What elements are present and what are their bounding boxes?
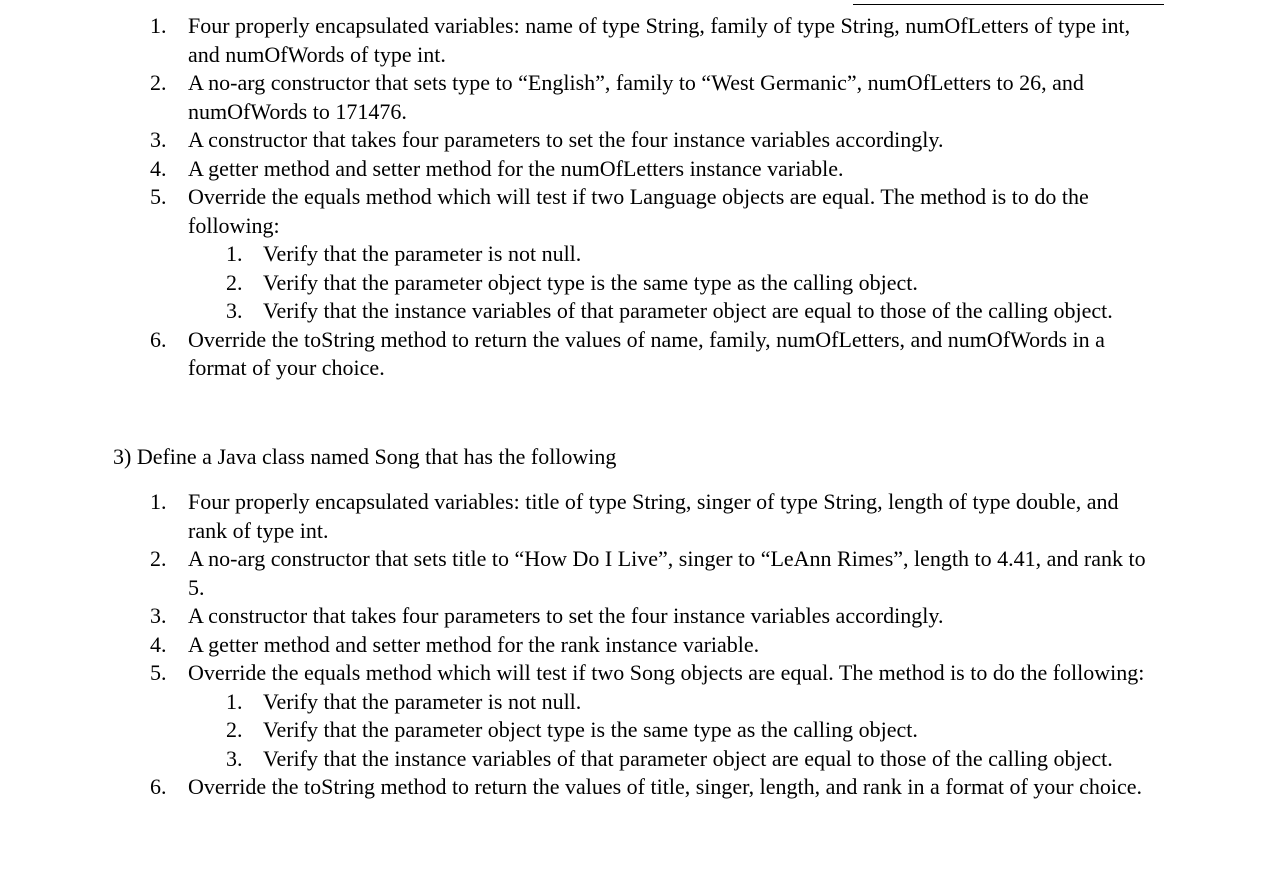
item-number: 1. — [150, 13, 167, 38]
sub-list-item — [188, 240, 1163, 269]
list-item — [0, 631, 1163, 660]
list-item — [0, 326, 1163, 383]
item-text: Override the toString method to return the values of title, singer, length, and rank in a format of your choice. — [188, 774, 1143, 799]
list-item — [0, 545, 1163, 602]
item-number: 3. — [150, 127, 167, 152]
list-item — [0, 659, 1163, 773]
list-item — [0, 126, 1163, 155]
item-text: Four properly encapsulated variables: title of type String, singer of type String, length of type double, and rank of type int. — [188, 489, 1119, 543]
item-number: 5. — [150, 660, 167, 685]
sub-item-text: Verify that the parameter is not null. — [263, 241, 582, 266]
list-item — [0, 602, 1163, 631]
sub-item-text: Verify that the instance variables of that parameter object are equal to those of the calling object. — [263, 745, 1113, 771]
sub-list-item — [188, 688, 1163, 717]
sub-item-text: Verify that the parameter object type is the same type as the calling object. — [263, 717, 918, 742]
item-text: Override the equals method which will test if two Language objects are equal. The method is to do the following: — [188, 184, 1089, 238]
list-item — [0, 155, 1163, 184]
sub-list-item — [188, 745, 1163, 774]
item-number: 2. — [150, 70, 167, 95]
sub-item-text: Verify that the parameter object type is the same type as the calling object. — [263, 269, 918, 295]
item-number: 3. — [150, 603, 167, 628]
equals-steps-list — [188, 240, 1163, 326]
sub-item-number: 3. — [226, 298, 243, 323]
item-text: A getter method and setter method for the numOfLetters instance variable. — [188, 155, 844, 181]
sub-item-number: 3. — [226, 745, 243, 771]
item-number: 6. — [150, 326, 167, 352]
sub-item-number: 1. — [226, 241, 243, 266]
item-text: A getter method and setter method for the rank instance variable. — [188, 631, 760, 657]
item-number: 2. — [150, 546, 167, 571]
sub-list-item — [188, 716, 1163, 745]
item-number: 4. — [150, 631, 167, 657]
item-text: A constructor that takes four parameters to set the four instance variables accordingly. — [188, 603, 944, 628]
item-text: A constructor that takes four parameters to set the four instance variables accordingly. — [188, 127, 944, 152]
item-number: 1. — [150, 489, 167, 514]
sub-item-number: 2. — [226, 269, 243, 295]
list-item — [0, 12, 1163, 69]
section-heading: 3) Define a Java class named Song that has the following — [113, 444, 617, 469]
sub-item-text: Verify that the parameter is not null. — [263, 688, 582, 714]
language-requirements-list — [0, 12, 1275, 383]
sub-list-item — [188, 269, 1163, 298]
sub-item-text: Verify that the instance variables of that parameter object are equal to those of the calling object. — [263, 298, 1113, 323]
list-item — [0, 69, 1163, 126]
sub-item-number: 1. — [226, 688, 243, 714]
item-text: A no-arg constructor that sets title to “How Do I Live”, singer to “LeAnn Rimes”, length to 4.41, and rank to 5. — [188, 546, 1146, 600]
item-text: Override the equals method which will test if two Song objects are equal. The method is to do the following: — [188, 660, 1145, 685]
item-text: Override the toString method to return the values of name, family, numOfLetters, and numOfWords in a format of your choice. — [188, 326, 1105, 380]
top-horizontal-rule — [853, 4, 1164, 5]
item-text: Four properly encapsulated variables: name of type String, family of type String, numOfLetters of type int, and numOfWords of type int. — [188, 13, 1131, 67]
sub-item-number: 2. — [226, 717, 243, 742]
item-number: 5. — [150, 184, 167, 209]
item-number: 6. — [150, 774, 167, 799]
equals-steps-list — [188, 688, 1163, 774]
list-item — [0, 773, 1163, 802]
list-item — [0, 488, 1163, 545]
sub-list-item — [188, 297, 1163, 326]
list-item — [0, 183, 1163, 326]
song-requirements-list — [0, 488, 1275, 802]
item-text: A no-arg constructor that sets type to “English”, family to “West Germanic”, numOfLetters to 26, and numOfWords to 171476. — [188, 70, 1084, 124]
item-number: 4. — [150, 155, 167, 181]
